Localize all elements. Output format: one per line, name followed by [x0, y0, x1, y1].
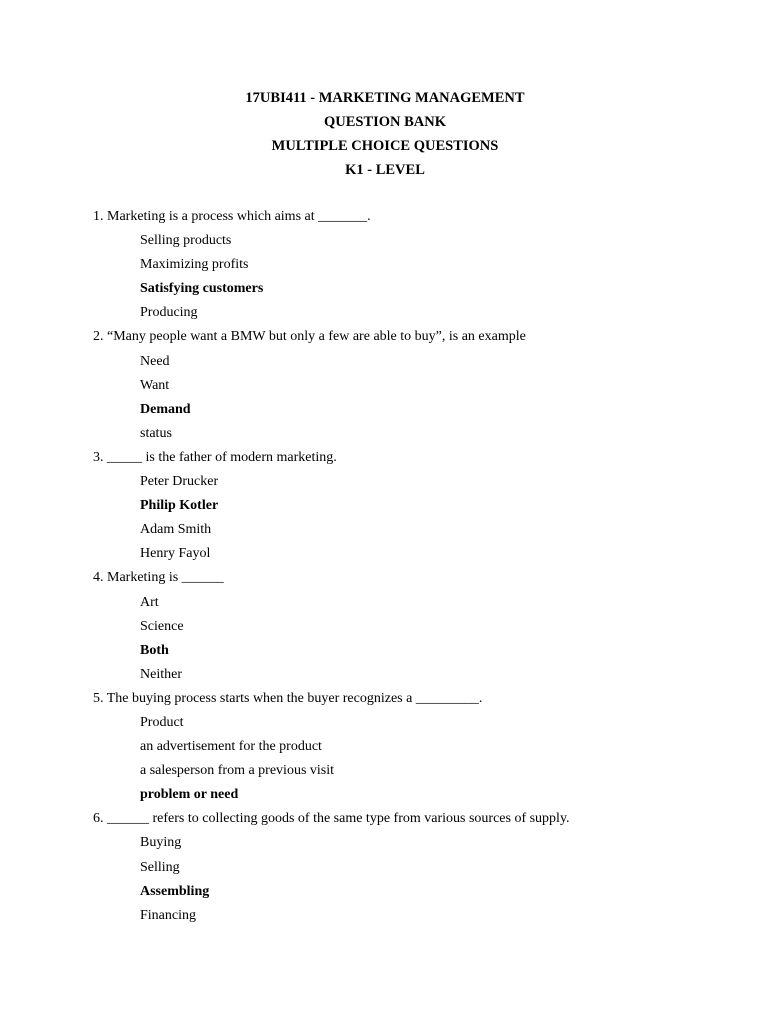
answer-option: Henry Fayol [140, 546, 211, 562]
answer-option: Selling [140, 859, 180, 875]
correct-answer-option: Satisfying customers [140, 281, 264, 297]
question-text: 5. The buying process starts when the buyer recognizes a _________. [93, 690, 483, 706]
answer-option: Producing [140, 305, 198, 321]
answer-option: Neither [140, 666, 182, 682]
question-text: 1. Marketing is a process which aims at _______. [93, 209, 371, 224]
question-text: 3. _____ is the father of modern marketing. [93, 449, 337, 465]
answer-option: Adam Smith [140, 522, 212, 538]
answer-option: Maximizing profits [140, 257, 249, 273]
answer-option: Want [140, 377, 170, 393]
answer-option: Selling products [140, 233, 232, 249]
answer-option: Buying [140, 835, 182, 851]
question-list [93, 205, 733, 928]
question-text: 2. “Many people want a BMW but only a few are able to buy”, is an example [93, 329, 526, 345]
answer-option: status [140, 425, 172, 441]
level-title: K1 - LEVEL [345, 162, 425, 178]
answer-option: an advertisement for the product [140, 739, 322, 755]
question-block [93, 205, 733, 325]
answer-option: Need [140, 353, 170, 369]
answer-option: Peter Drucker [140, 474, 219, 490]
question-block [93, 325, 733, 445]
question-block [93, 446, 733, 566]
question-text: 4. Marketing is ______ [93, 570, 224, 586]
answer-option: a salesperson from a previous visit [140, 763, 335, 779]
document-header [0, 86, 770, 182]
question-block [93, 687, 733, 807]
answer-option: Product [140, 714, 184, 730]
question-text: 6. ______ refers to collecting goods of the same type from various sources of supply. [93, 811, 570, 827]
bank-title: QUESTION BANK [323, 114, 447, 130]
course-title: 17UBI411 - MARKETING MANAGEMENT [245, 90, 525, 106]
answer-option: Art [140, 594, 159, 610]
correct-answer-option: Demand [140, 401, 191, 417]
answer-option: Science [140, 618, 184, 634]
section-title: MULTIPLE CHOICE QUESTIONS [271, 138, 499, 154]
correct-answer-option: Assembling [140, 883, 210, 899]
question-block [93, 566, 733, 686]
answer-option: Financing [140, 907, 196, 923]
question-block [93, 807, 733, 927]
correct-answer-option: Both [140, 642, 169, 658]
correct-answer-option: Philip Kotler [140, 498, 219, 514]
correct-answer-option: problem or need [140, 787, 239, 803]
